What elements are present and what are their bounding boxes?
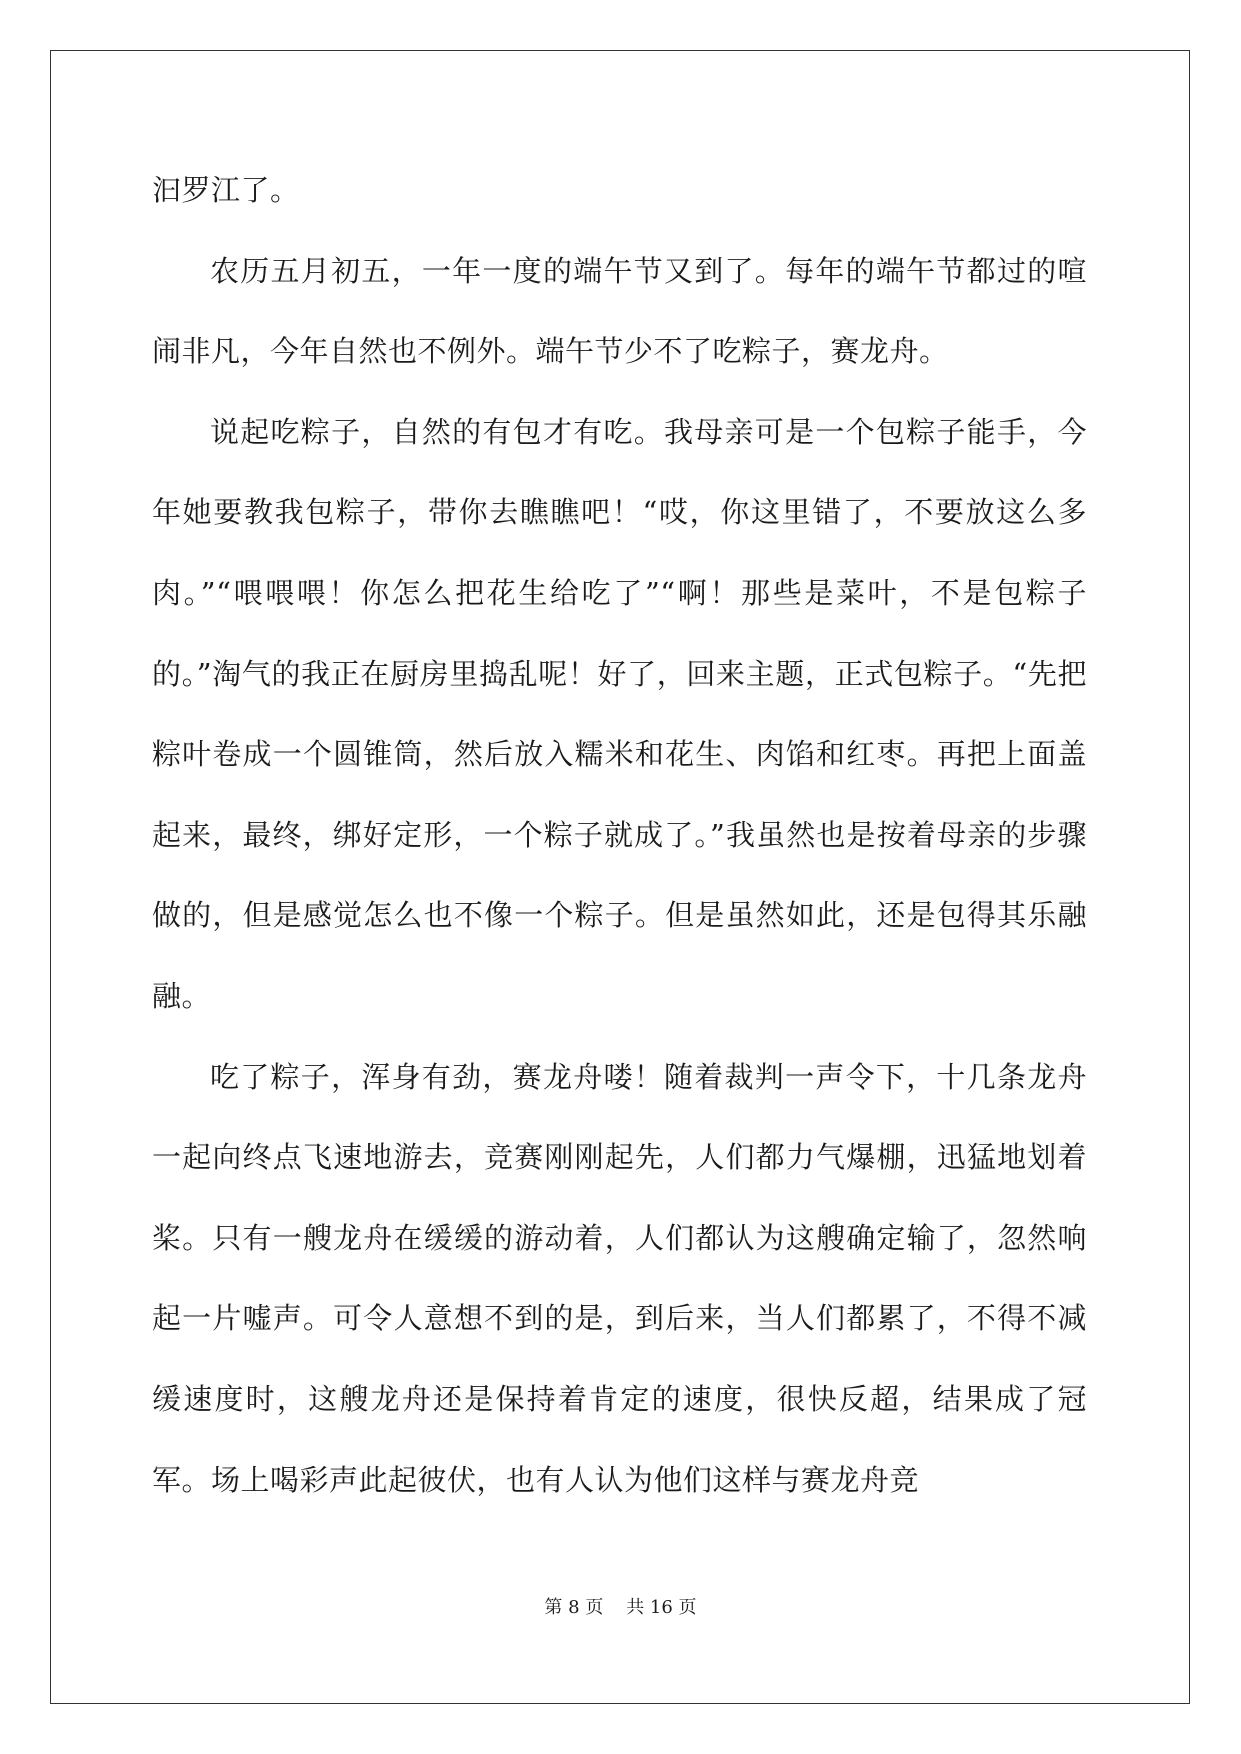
- paragraph-3: 说起吃粽子，自然的有包才有吃。我母亲可是一个包粽子能手，今年她要教我包粽子，带你去瞧瞧吧！“哎，你这里错了，不要放这么多肉。”“喂喂喂！你怎么把花生给吃了”“啊！那些是菜叶，不是包粽子的。”淘气的我正在厨房里捣乱呢！好了，回来主题，正式包粽子。“先把粽叶卷成一个圆锥筒，然后放入糯米和花生、肉馅和红枣。再把上面盖起来，最终，绑好定形，一个粽子就成了。”我虽然也是按着母亲的步骤做的，但是感觉怎么也不像一个粽子。但是虽然如此，还是包得其乐融融。: [152, 414, 1087, 1013]
- paragraph-2: 农历五月初五，一年一度的端午节又到了。每年的端午节都过的喧闹非凡，今年自然也不例外。端午节少不了吃粽子，赛龙舟。: [152, 253, 1087, 369]
- page-number-footer: 第 8 页 共 16 页: [544, 1597, 697, 1618]
- paragraph-1: 汩罗江了。: [152, 173, 300, 207]
- document-body: [152, 150, 1087, 1520]
- paragraph-4: 吃了粽子，浑身有劲，赛龙舟喽！随着裁判一声令下，十几条龙舟一起向终点飞速地游去，竞赛刚刚起先，人们都力气爆棚，迅猛地划着桨。只有一艘龙舟在缓缓的游动着，人们都认为这艘确定输了，忽然响起一片嘘声。可令人意想不到的是，到后来，当人们都累了，不得不减缓速度时，这艘龙舟还是保持着肯定的速度，很快反超，结果成了冠军。场上喝彩声此起彼伏，也有人认为他们这样与赛龙舟竞: [152, 1059, 1087, 1497]
